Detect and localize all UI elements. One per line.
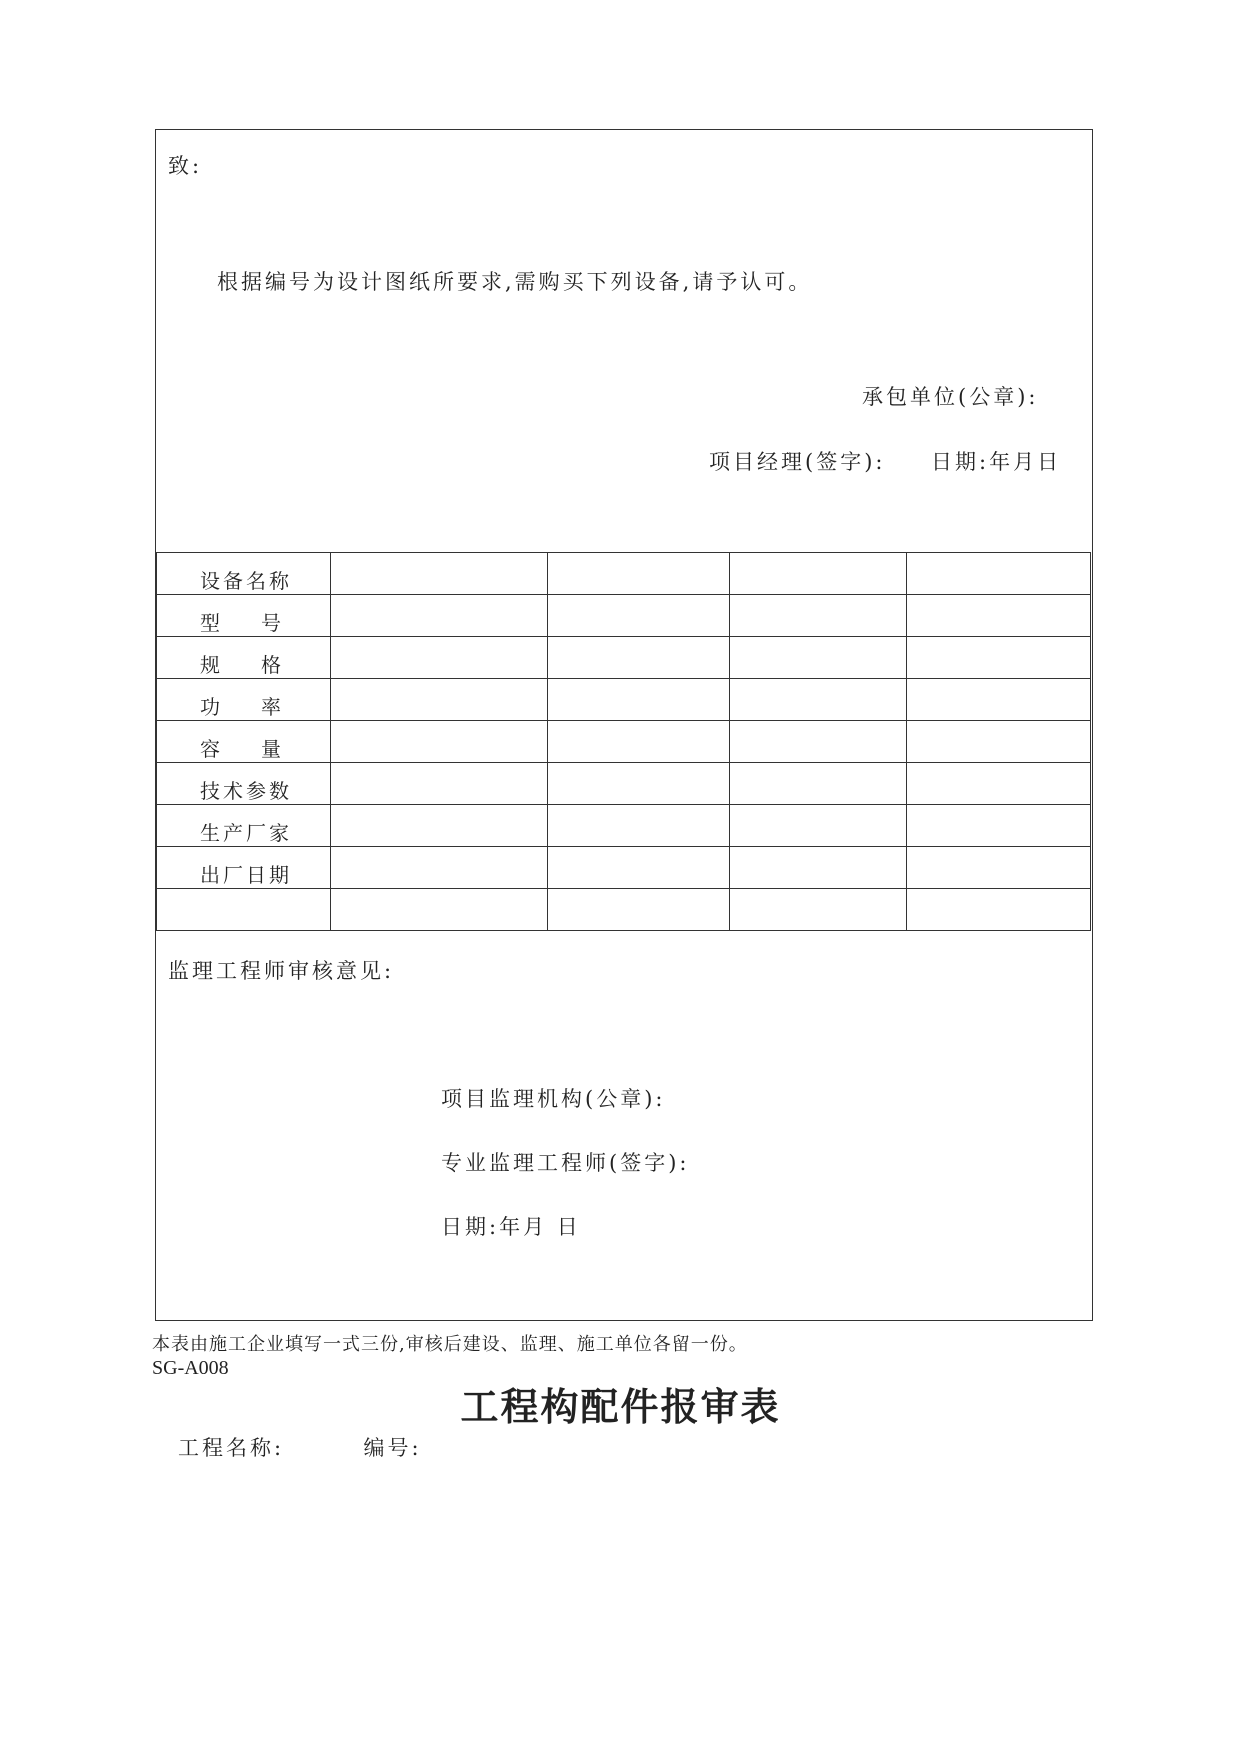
row-label-cell [157, 595, 331, 637]
value-cell[interactable] [331, 721, 548, 763]
value-cell[interactable] [907, 595, 1091, 637]
row-label-cell [157, 805, 331, 847]
row-label-char: 功 [200, 695, 223, 719]
table-row [157, 637, 1091, 679]
value-cell[interactable] [331, 595, 548, 637]
project-info-line [178, 1432, 422, 1462]
review-date-label: 日期:年月 日 [441, 1215, 581, 1239]
footnote: 本表由施工企业填写一式三份,审核后建设、监理、施工单位各留一份。 [152, 1334, 748, 1355]
row-label [200, 817, 292, 846]
row-label-char: 名 [246, 569, 269, 593]
row-label-cell [157, 763, 331, 805]
form-box [155, 129, 1093, 1321]
number-label: 编号: [363, 1436, 422, 1460]
form-title: 工程构配件报审表 [460, 1384, 781, 1429]
value-cell[interactable] [730, 595, 907, 637]
row-label-char: 厂 [246, 821, 269, 845]
value-cell[interactable] [331, 763, 548, 805]
table-row [157, 679, 1091, 721]
equipment-table [156, 552, 1091, 931]
row-label-char: 日 [246, 863, 269, 887]
value-cell[interactable] [907, 847, 1091, 889]
value-cell[interactable] [907, 637, 1091, 679]
table-row [157, 763, 1091, 805]
row-label-char: 厂 [223, 863, 246, 887]
table-row [157, 553, 1091, 595]
table-row [157, 595, 1091, 637]
row-label [200, 859, 292, 888]
value-cell[interactable] [907, 721, 1091, 763]
row-label-char: 产 [223, 821, 246, 845]
row-label-char: 容 [200, 737, 223, 761]
row-label-char: 期 [269, 863, 292, 887]
value-cell[interactable] [548, 889, 730, 931]
row-label-char: 备 [223, 569, 246, 593]
value-cell[interactable] [730, 553, 907, 595]
value-cell[interactable] [548, 637, 730, 679]
project-manager-sign-label: 项目经理(签字): [709, 450, 886, 474]
value-cell[interactable] [548, 595, 730, 637]
row-label-char: 型 [200, 611, 223, 635]
row-label [200, 649, 284, 678]
row-label [200, 733, 284, 762]
row-label-char: 格 [261, 653, 284, 677]
row-label-char: 号 [261, 611, 284, 635]
value-cell[interactable] [548, 763, 730, 805]
value-cell[interactable] [730, 889, 907, 931]
row-label [200, 775, 292, 804]
request-text: 根据编号为设计图纸所要求,需购买下列设备,请予认可。 [217, 270, 813, 294]
value-cell[interactable] [907, 553, 1091, 595]
value-cell[interactable] [548, 721, 730, 763]
value-cell[interactable] [331, 889, 548, 931]
row-label-char: 称 [269, 569, 292, 593]
value-cell[interactable] [548, 553, 730, 595]
row-label-char: 参 [246, 779, 269, 803]
value-cell[interactable] [907, 763, 1091, 805]
row-label-cell [157, 847, 331, 889]
value-cell[interactable] [730, 679, 907, 721]
value-cell[interactable] [548, 847, 730, 889]
row-label-char: 规 [200, 653, 223, 677]
row-label-char: 量 [261, 737, 284, 761]
value-cell[interactable] [730, 763, 907, 805]
supervision-org-seal-label: 项目监理机构(公章): [441, 1087, 666, 1111]
row-label-char: 设 [200, 569, 223, 593]
table-row [157, 847, 1091, 889]
project-manager-date-label: 日期:年月日 [931, 450, 1062, 474]
value-cell[interactable] [548, 805, 730, 847]
row-label-char: 家 [269, 821, 292, 845]
row-label-cell [157, 889, 331, 931]
row-label-cell [157, 637, 331, 679]
value-cell[interactable] [730, 721, 907, 763]
value-cell[interactable] [331, 805, 548, 847]
value-cell[interactable] [907, 805, 1091, 847]
value-cell[interactable] [331, 553, 548, 595]
row-label-char: 率 [261, 695, 284, 719]
row-label-cell [157, 721, 331, 763]
value-cell[interactable] [730, 805, 907, 847]
row-label-char: 技 [200, 779, 223, 803]
row-label-cell [157, 679, 331, 721]
value-cell[interactable] [331, 637, 548, 679]
review-opinion-label: 监理工程师审核意见: [168, 959, 395, 983]
value-cell[interactable] [548, 679, 730, 721]
value-cell[interactable] [730, 637, 907, 679]
row-label [200, 691, 284, 720]
form-code: SG-A008 [152, 1357, 229, 1379]
contractor-seal-label: 承包单位(公章): [862, 385, 1039, 409]
row-label-char: 生 [200, 821, 223, 845]
value-cell[interactable] [331, 847, 548, 889]
project-name-label: 工程名称: [178, 1436, 285, 1460]
value-cell[interactable] [907, 889, 1091, 931]
row-label-char: 出 [200, 863, 223, 887]
value-cell[interactable] [907, 679, 1091, 721]
table-row [157, 721, 1091, 763]
table-row [157, 889, 1091, 931]
row-label-char: 术 [223, 779, 246, 803]
row-label [200, 607, 284, 636]
table-row [157, 805, 1091, 847]
row-label-cell [157, 553, 331, 595]
value-cell[interactable] [331, 679, 548, 721]
value-cell[interactable] [730, 847, 907, 889]
row-label [200, 565, 292, 594]
row-label-char: 数 [269, 779, 292, 803]
supervising-engineer-sign-label: 专业监理工程师(签字): [441, 1151, 690, 1175]
to-label: 致: [168, 154, 203, 178]
